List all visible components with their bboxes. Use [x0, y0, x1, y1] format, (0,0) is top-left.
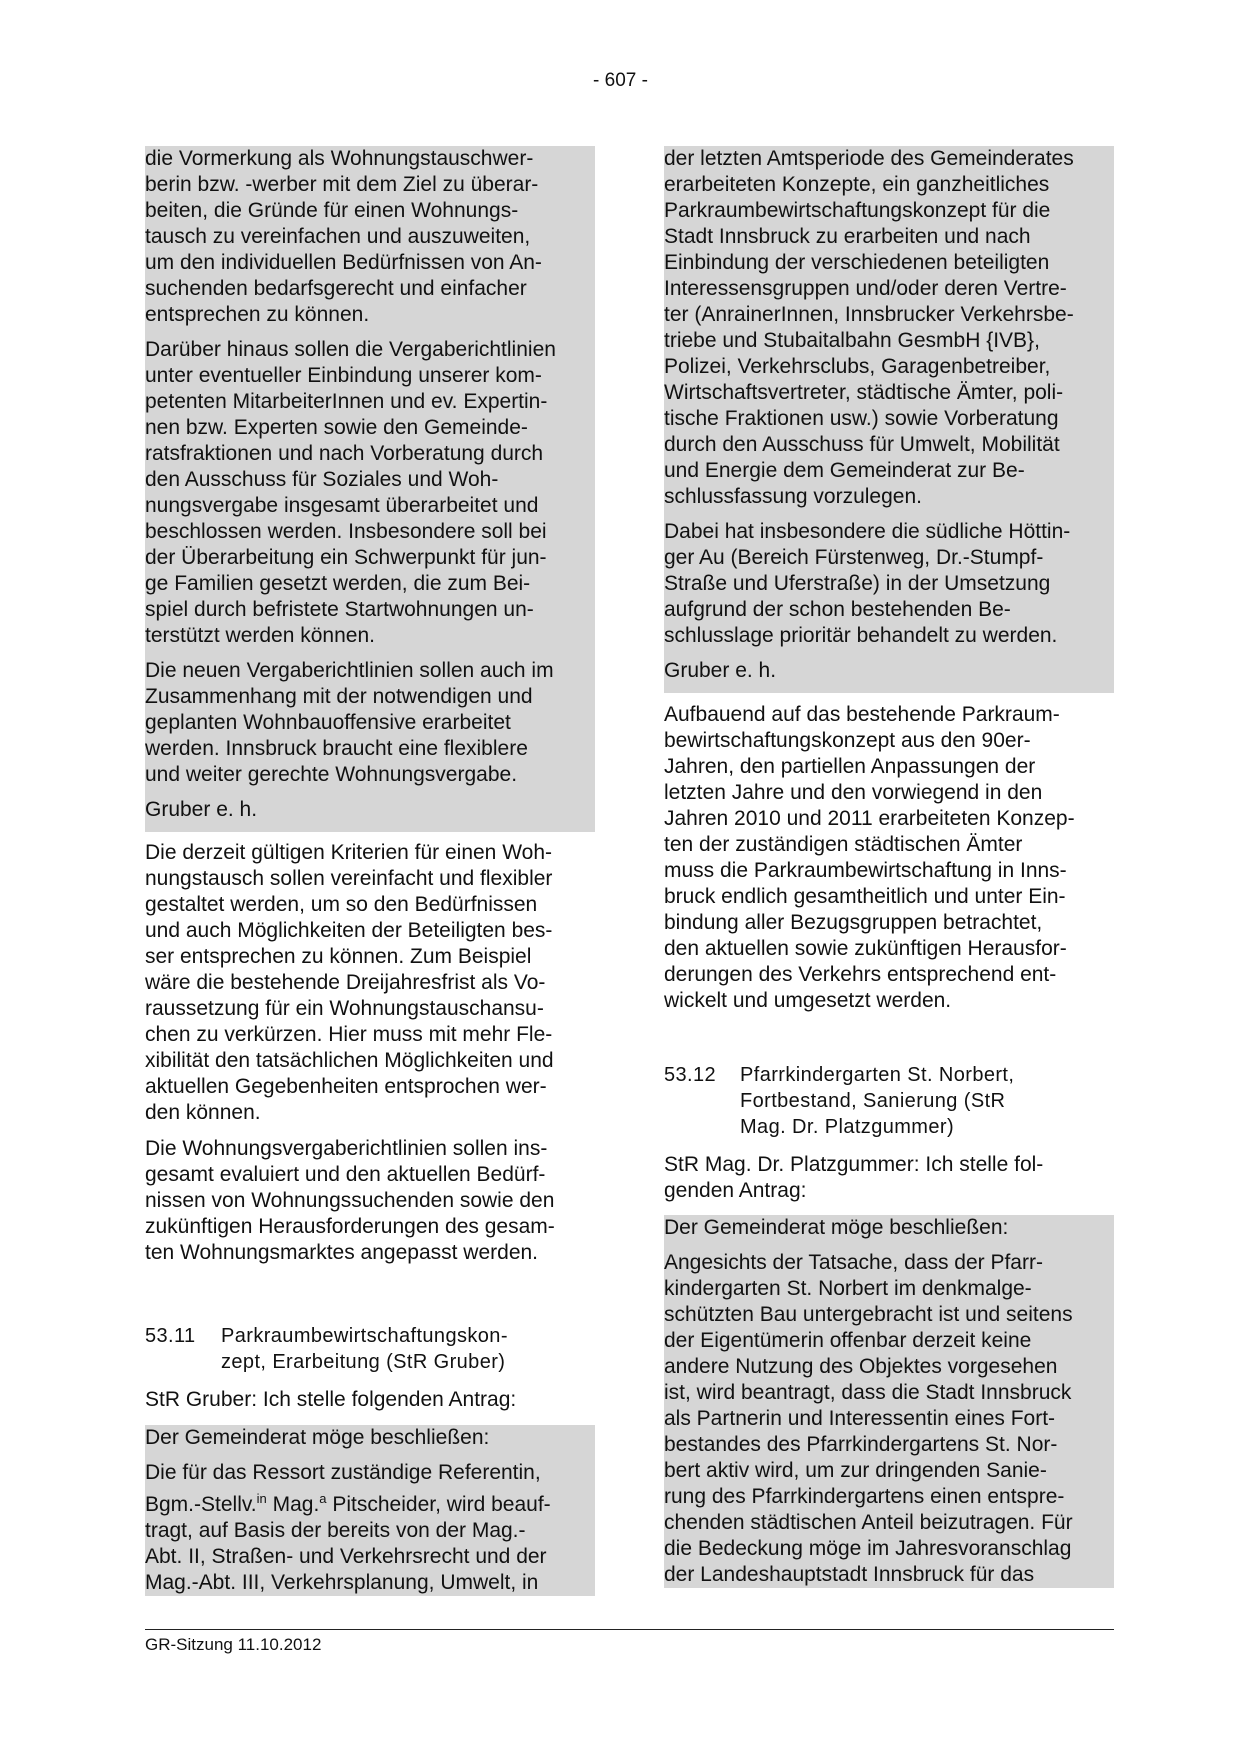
signature-gruber-right	[664, 658, 1114, 693]
section-title-line: zept, Erarbeitung (StR Gruber)	[221, 1351, 506, 1373]
text-line: der Landeshauptstadt Innsbruck für das	[664, 1563, 1035, 1586]
section-heading-53-11	[145, 1323, 595, 1375]
text-line: Stadt Innsbruck zu erarbeiten und nach	[664, 225, 1031, 248]
text-line: Dabei hat insbesondere die südliche Höttin-	[664, 520, 1071, 543]
text-line: geplanten Wohnbauoffensive erarbeitet	[145, 711, 511, 734]
section-title-line: Fortbestand, Sanierung (StR	[740, 1090, 1006, 1112]
text-line: bewirtschaftungskonzept aus den 90er-	[664, 729, 1031, 752]
section-number: 53.12	[664, 1064, 717, 1086]
right-paragraph-1	[664, 146, 1114, 519]
motion-intro-right	[664, 1152, 1114, 1204]
resolution-line	[145, 1425, 595, 1460]
left-paragraph-1	[145, 146, 595, 337]
left-column	[145, 146, 595, 1596]
right-column	[664, 146, 1114, 1588]
text-line: Darüber hinaus sollen die Vergaberichtlinien	[145, 338, 556, 361]
text-line: terstützt werden können.	[145, 624, 375, 647]
text-line: Der Gemeinderat möge beschließen:	[145, 1426, 490, 1449]
text-line: Jahren 2010 und 2011 erarbeiteten Konzep-	[664, 807, 1075, 830]
text-line: beschlossen werden. Insbesondere soll bei	[145, 520, 547, 543]
text-line: erarbeiteten Konzepte, ein ganzheitliches	[664, 173, 1050, 196]
text-line: die Bedeckung möge im Jahresvoranschlag	[664, 1537, 1072, 1560]
text-line: entsprechen zu können.	[145, 303, 370, 326]
text-line: den können.	[145, 1101, 261, 1124]
section-number: 53.11	[145, 1325, 196, 1347]
text-line: Die für das Ressort zuständige Referentin,	[145, 1461, 541, 1484]
text-line: wickelt und umgesetzt werden.	[664, 989, 952, 1012]
text-line: chen zu verkürzen. Hier muss mit mehr Fle-	[145, 1023, 553, 1046]
signature-text: Gruber e. h.	[145, 798, 258, 821]
text-line: Bgm.-Stellv.$^{in}$ Mag.$^a$ Pitscheider, wird beauf-	[145, 1491, 551, 1516]
text-line: Aufbauend auf das bestehende Parkraum-	[664, 703, 1060, 726]
text-line: der Eigentümerin offenbar derzeit keine	[664, 1329, 1032, 1352]
text-line: durch den Ausschuss für Umwelt, Mobilität	[664, 433, 1060, 456]
text-line: schützten Bau untergebracht ist und seitens	[664, 1303, 1073, 1326]
text-line: berin bzw. -werber mit dem Ziel zu überar-	[145, 173, 539, 196]
text-line: ter (AnrainerInnen, Innsbrucker Verkehrsbe-	[664, 303, 1074, 326]
text-line: bert aktiv wird, um zur dringenden Sanie-	[664, 1459, 1047, 1482]
text-line: den aktuellen sowie zukünftigen Herausfor-	[664, 937, 1067, 960]
left-paragraph-2	[145, 337, 595, 658]
left-paragraph-4	[145, 840, 595, 1126]
text-line: und weiter gerechte Wohnungsvergabe.	[145, 763, 518, 786]
text-line: tische Fraktionen usw.) sowie Vorberatung	[664, 407, 1059, 430]
text-line: Zusammenhang mit der notwendigen und	[145, 685, 533, 708]
text-line: letzten Jahre und den vorwiegend in den	[664, 781, 1043, 804]
footer-session-date: GR-Sitzung 11.10.2012	[145, 1635, 322, 1654]
text-line: xibilität den tatsächlichen Möglichkeiten und	[145, 1049, 554, 1072]
text-line: tausch zu vereinfachen und auszuweiten,	[145, 225, 531, 248]
text-line: Die Wohnungsvergaberichtlinien sollen ins-	[145, 1137, 548, 1160]
text-line: die Vormerkung als Wohnungstauschwer-	[145, 147, 534, 170]
text-line: aufgrund der schon bestehenden Be-	[664, 598, 1011, 621]
text-line: tragt, auf Basis der bereits von der Mag.-	[145, 1519, 526, 1542]
text-line: StR Gruber: Ich stelle folgenden Antrag:	[145, 1388, 517, 1411]
text-line: als Partnerin und Interessentin eines Fort-	[664, 1407, 1056, 1430]
text-line: triebe und Stubaitalbahn GesmbH {IVB},	[664, 329, 1040, 352]
text-line: muss die Parkraumbewirtschaftung in Inns-	[664, 859, 1067, 882]
footer-divider	[145, 1629, 1114, 1630]
text-line: Interessensgruppen und/oder deren Vertre-	[664, 277, 1067, 300]
text-line: Straße und Uferstraße) in der Umsetzung	[664, 572, 1051, 595]
left-paragraph-3	[145, 658, 595, 797]
text-line: Wirtschaftsvertreter, städtische Ämter, poli-	[664, 381, 1064, 404]
right-paragraph-4	[664, 1250, 1114, 1588]
text-line: der letzten Amtsperiode des Gemeinderates	[664, 147, 1074, 170]
resolution-line-right	[664, 1215, 1114, 1250]
text-line: Abt. II, Straßen- und Verkehrsrecht und der	[145, 1545, 547, 1568]
text-line: StR Mag. Dr. Platzgummer: Ich stelle fol-	[664, 1153, 1044, 1176]
text-line: derungen des Verkehrs entsprechend ent-	[664, 963, 1057, 986]
right-paragraph-2	[664, 519, 1114, 658]
text-line: suchenden bedarfsgerecht und einfacher	[145, 277, 527, 300]
text-line: Parkraumbewirtschaftungskonzept für die	[664, 199, 1051, 222]
text-line: Angesichts der Tatsache, dass der Pfarr-	[664, 1251, 1043, 1274]
text-line: bruck endlich gesamtheitlich und unter Ein-	[664, 885, 1066, 908]
text-line: aktuellen Gegebenheiten entsprochen wer-	[145, 1075, 547, 1098]
text-line: schlussfassung vorzulegen.	[664, 485, 922, 508]
text-line: andere Nutzung des Objektes vorgesehen	[664, 1355, 1058, 1378]
text-line: den Ausschuss für Soziales und Woh-	[145, 468, 499, 491]
text-line: bestandes des Pfarrkindergartens St. Nor-	[664, 1433, 1058, 1456]
text-line: der Überarbeitung ein Schwerpunkt für jun-	[145, 546, 547, 569]
text-line: raussetzung für ein Wohnungstauschansu-	[145, 997, 544, 1020]
text-line: Jahren, den partiellen Anpassungen der	[664, 755, 1036, 778]
text-line: und Energie dem Gemeinderat zur Be-	[664, 459, 1025, 482]
text-line: beiten, die Gründe für einen Wohnungs-	[145, 199, 519, 222]
text-line: ge Familien gesetzt werden, die zum Bei-	[145, 572, 531, 595]
text-line: rung des Pfarrkindergartens einen entspre-	[664, 1485, 1065, 1508]
text-line: schlusslage prioritär behandelt zu werden.	[664, 624, 1058, 647]
right-paragraph-3	[664, 702, 1114, 1014]
text-line: petenten MitarbeiterInnen und ev. Expertin-	[145, 390, 548, 413]
text-line: ratsfraktionen und nach Vorberatung durch	[145, 442, 544, 465]
text-line: bindung aller Bezugsgruppen betrachtet,	[664, 911, 1043, 934]
section-heading-53-12	[664, 1062, 1114, 1140]
text-line: wäre die bestehende Dreijahresfrist als Vo-	[145, 971, 546, 994]
text-line: nen bzw. Experten sowie den Gemeinde-	[145, 416, 528, 439]
text-line: nungstausch sollen vereinfacht und flexibler	[145, 867, 553, 890]
text-line: werden. Innsbruck braucht eine flexiblere	[145, 737, 528, 760]
text-line: und auch Möglichkeiten der Beteiligten bes-	[145, 919, 553, 942]
text-line: chenden städtischen Anteil beizutragen. Für	[664, 1511, 1073, 1534]
text-line: nungsvergabe insgesamt überarbeitet und	[145, 494, 539, 517]
section-title-line: Pfarrkindergarten St. Norbert,	[740, 1064, 1015, 1086]
text-line: ten Wohnungsmarktes angepasst werden.	[145, 1241, 539, 1264]
text-line: ger Au (Bereich Fürstenweg, Dr.-Stumpf-	[664, 546, 1044, 569]
text-line: gestaltet werden, um so den Bedürfnissen	[145, 893, 538, 916]
text-line: unter eventueller Einbindung unserer kom-	[145, 364, 542, 387]
text-line: Mag.-Abt. III, Verkehrsplanung, Umwelt, in	[145, 1571, 539, 1594]
page-number: - 607 -	[593, 70, 648, 91]
signature-text: Gruber e. h.	[664, 659, 777, 682]
text-line: spiel durch befristete Startwohnungen un-	[145, 598, 534, 621]
section-title-line: Mag. Dr. Platzgummer)	[740, 1116, 955, 1138]
text-line: Der Gemeinderat möge beschließen:	[664, 1216, 1009, 1239]
text-line: genden Antrag:	[664, 1179, 807, 1202]
section-title-line: Parkraumbewirtschaftungskon-	[221, 1325, 508, 1347]
text-line: ser entsprechen zu können. Zum Beispiel	[145, 945, 532, 968]
text-line: zukünftigen Herausforderungen des gesam-	[145, 1215, 555, 1238]
text-line: ten der zuständigen städtischen Ämter	[664, 833, 1023, 856]
text-line: kindergarten St. Norbert im denkmalge-	[664, 1277, 1032, 1300]
text-line: Einbindung der verschiedenen beteiligten	[664, 251, 1050, 274]
text-line: gesamt evaluiert und den aktuellen Bedürf-	[145, 1163, 546, 1186]
text-line: Die derzeit gültigen Kriterien für einen Woh-	[145, 841, 552, 864]
text-line: nissen von Wohnungssuchenden sowie den	[145, 1189, 555, 1212]
text-line: Polizei, Verkehrsclubs, Garagenbetreiber,	[664, 355, 1051, 378]
signature-gruber	[145, 797, 595, 832]
text-line: Die neuen Vergaberichtlinien sollen auch im	[145, 659, 554, 682]
left-paragraph-5	[145, 1136, 595, 1266]
motion-intro	[145, 1387, 595, 1413]
left-paragraph-6	[145, 1460, 595, 1596]
text-line: ist, wird beantragt, dass die Stadt Innsbruck	[664, 1381, 1072, 1404]
text-line: um den individuellen Bedürfnissen von An-	[145, 251, 542, 274]
